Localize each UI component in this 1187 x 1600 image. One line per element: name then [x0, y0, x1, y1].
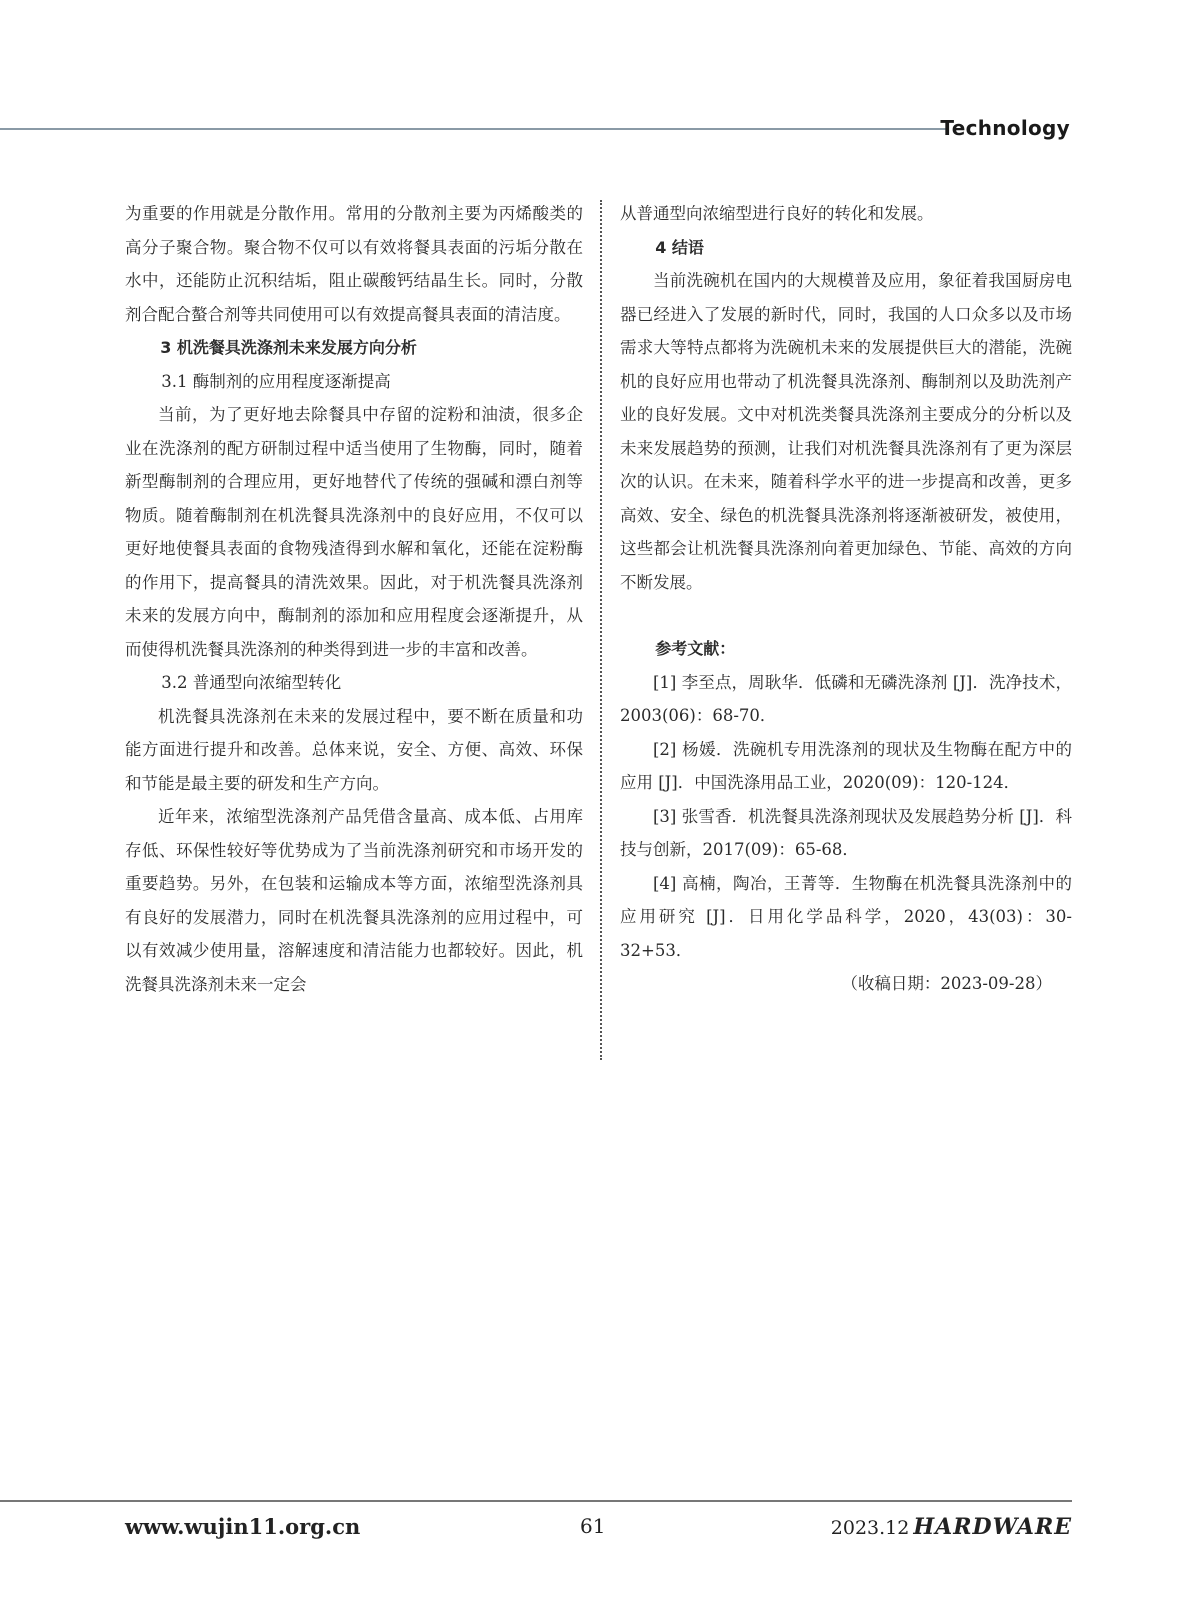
paragraph: 当前，为了更好地去除餐具中存留的淀粉和油渍，很多企业在洗涤剂的配方研制过程中适当使用了生物酶，同时，随着新型酶制剂的合理应用，更好地替代了传统的强碱和漂白剂等物质。随着酶制剂在机洗餐具洗涤剂中的良好应用，不仅可以更好地使餐具表面的食物残渣得到水解和氧化，还能在淀粉酶的作用下，提高餐具的清洗效果。因此，对于机洗餐具洗涤剂未来的发展方向中，酶制剂的添加和应用程度会逐渐提升，从而使得机洗餐具洗涤剂的种类得到进一步的丰富和改善。	[125, 405, 583, 659]
footer-url[interactable]: www.wujin11.org.cn	[125, 1514, 361, 1539]
received-date: （收稿日期：2023-09-28）	[841, 974, 1052, 993]
reference-item: [4] 高楠，陶冶，王菁等．生物酶在机洗餐具洗涤剂中的应用研究 [J]．日用化学品科学，2020，43(03)：30-32+53．	[620, 873, 1072, 960]
paragraph: 为重要的作用就是分散作用。常用的分散剂主要为丙烯酸类的高分子聚合物。聚合物不仅可以有效将餐具表面的污垢分散在水中，还能防止沉积结垢，阻止碳酸钙结晶生长。同时，分散剂合配合螯合剂等共同使用可以有效提高餐具表面的清洁度。	[125, 204, 583, 324]
references-title: 参考文献：	[655, 639, 736, 658]
paragraph: 机洗餐具洗涤剂在未来的发展过程中，要不断在质量和功能方面进行提升和改善。总体来说，安全、方便、高效、环保和节能是最主要的研发和生产方向。	[125, 706, 583, 793]
reference-item: [1] 李至点，周耿华．低磷和无磷洗涤剂 [J]．洗净技术，2003(06)：68-70．	[620, 672, 1072, 725]
paragraph: 从普通型向浓缩型进行良好的转化和发展。	[620, 204, 934, 223]
magazine-name: HARDWARE	[913, 1514, 1072, 1540]
subsection-heading: 3.2 普通型向浓缩型转化	[161, 673, 342, 692]
right-column	[620, 197, 1072, 1001]
issue-date: 2023.12	[830, 1517, 910, 1539]
paragraph: 当前洗碗机在国内的大规模普及应用，象征着我国厨房电器已经进入了发展的新时代，同时，我国的人口众多以及市场需求大等特点都将为洗碗机未来的发展提供巨大的潜能，洗碗机的良好应用也带动了机洗餐具洗涤剂、酶制剂以及助洗剂产业的良好发展。文中对机洗类餐具洗涤剂主要成分的分析以及未来发展趋势的预测，让我们对机洗餐具洗涤剂有了更为深层次的认识。在未来，随着科学水平的进一步提高和改善，更多高效、安全、绿色的机洗餐具洗涤剂将逐渐被研发，被使用，这些都会让机洗餐具洗涤剂向着更加绿色、节能、高效的方向不断发展。	[620, 271, 1072, 592]
paragraph: 近年来，浓缩型洗涤剂产品凭借含量高、成本低、占用库存低、环保性较好等优势成为了当前洗涤剂研究和市场开发的重要趋势。另外，在包装和运输成本等方面，浓缩型洗涤剂具有良好的发展潜力，同时在机洗餐具洗涤剂的应用过程中，可以有效减少使用量，溶解速度和清洁能力也都较好。因此，机洗餐具洗涤剂未来一定会	[125, 807, 583, 994]
page-number: 61	[580, 1514, 606, 1538]
subsection-heading: 3.1 酶制剂的应用程度逐渐提高	[161, 371, 391, 391]
reference-item: [3] 张雪香．机洗餐具洗涤剂现状及发展趋势分析 [J]．科技与创新，2017(09)：65-68．	[620, 806, 1072, 859]
section-heading: 4 结语	[655, 237, 704, 257]
footer-issue	[831, 1514, 1072, 1540]
section-label: Technology	[940, 116, 1070, 140]
footer-rule	[0, 1500, 1072, 1502]
column-divider	[600, 200, 602, 1060]
header-rule	[0, 128, 946, 130]
section-heading: 3 机洗餐具洗涤剂未来发展方向分析	[160, 338, 417, 357]
left-column	[125, 197, 583, 1001]
reference-item: [2] 杨媛．洗碗机专用洗涤剂的现状及生物酶在配方中的应用 [J]．中国洗涤用品工业，2020(09)：120-124．	[620, 739, 1072, 792]
